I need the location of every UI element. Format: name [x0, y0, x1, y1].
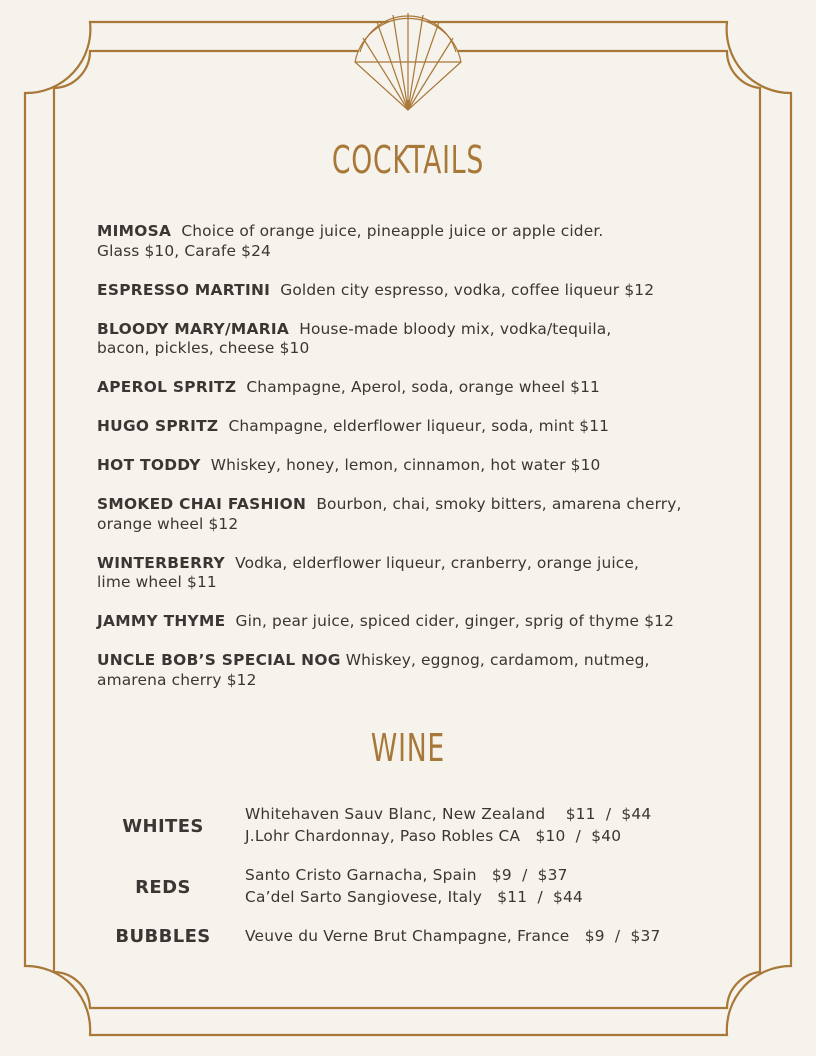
list-item	[97, 320, 737, 359]
list-item	[97, 222, 737, 261]
wine-category-label: REDS	[135, 877, 191, 898]
cocktail-description: Golden city espresso, vodka, coffee liqueur $12	[280, 280, 655, 299]
cocktail-description: Champagne, elderflower liqueur, soda, mint $11	[228, 417, 610, 435]
wine-list	[245, 804, 651, 847]
cocktail-name: UNCLE BOB’S SPECIAL NOG	[97, 651, 341, 669]
cocktail-name: WINTERBERRY	[97, 553, 225, 572]
list-item	[97, 651, 737, 690]
cocktail-description-cont: amarena cherry $12	[97, 670, 257, 689]
list-item	[97, 495, 737, 534]
wine-item: J.Lohr Chardonnay, Paso Robles CA $10 / $40	[245, 826, 622, 845]
list-item	[97, 281, 737, 301]
cocktail-name: MIMOSA	[97, 222, 172, 240]
list-item	[97, 612, 737, 632]
cocktail-description: Choice of orange juice, pineapple juice or apple cider.	[181, 222, 604, 240]
list-item	[97, 378, 737, 398]
cocktail-name: JAMMY THYME	[97, 612, 226, 630]
cocktail-description: Gin, pear juice, spiced cider, ginger, sprig of thyme $12	[235, 612, 675, 630]
cocktail-description-cont: bacon, pickles, cheese $10	[97, 339, 310, 357]
cocktail-description-cont: orange wheel $12	[97, 514, 239, 533]
wine-item: Santo Cristo Garnacha, Spain $9 / $37	[245, 866, 568, 884]
cocktail-list	[97, 222, 737, 710]
wine-list	[245, 926, 660, 948]
cocktails-heading: COCKTAILS	[331, 138, 485, 182]
wine-item: Veuve du Verne Brut Champagne, France $9 / $37	[245, 927, 661, 945]
cocktail-description: Whiskey, honey, lemon, cinnamon, hot water $10	[210, 456, 601, 474]
cocktail-name: SMOKED CHAI FASHION	[97, 495, 307, 513]
cocktail-description: House-made bloody mix, vodka/tequila,	[299, 319, 612, 338]
cocktail-description-cont: lime wheel $11	[97, 573, 217, 591]
list-item	[97, 554, 737, 593]
wine-item: Whitehaven Sauv Blanc, New Zealand $11 / $44	[245, 805, 652, 823]
cocktail-name: APEROL SPRITZ	[97, 378, 237, 396]
cocktail-description: Whiskey, eggnog, cardamom, nutmeg,	[345, 651, 650, 669]
list-item	[97, 456, 737, 476]
cocktail-description: Vodka, elderflower liqueur, cranberry, orange juice,	[235, 553, 640, 572]
cocktail-description: Bourbon, chai, smoky bitters, amarena cherry,	[316, 495, 682, 513]
wine-list	[245, 865, 583, 908]
cocktail-name: BLOODY MARY/MARIA	[97, 319, 290, 338]
cocktail-name: HOT TODDY	[97, 456, 201, 474]
wine-item: Ca’del Sarto Sangiovese, Italy $11 / $44	[245, 887, 583, 906]
cocktail-description: Champagne, Aperol, soda, orange wheel $11	[246, 378, 600, 396]
wine-category-label: WHITES	[122, 816, 204, 837]
fan-shell-icon	[355, 13, 461, 110]
cocktail-name: HUGO SPRITZ	[97, 417, 219, 435]
cocktail-description-cont: Glass $10, Carafe $24	[97, 241, 271, 260]
cocktail-name: ESPRESSO MARTINI	[97, 280, 271, 299]
wine-heading: WINE	[370, 726, 446, 770]
list-item	[97, 417, 737, 437]
wine-category-label: BUBBLES	[115, 926, 211, 947]
